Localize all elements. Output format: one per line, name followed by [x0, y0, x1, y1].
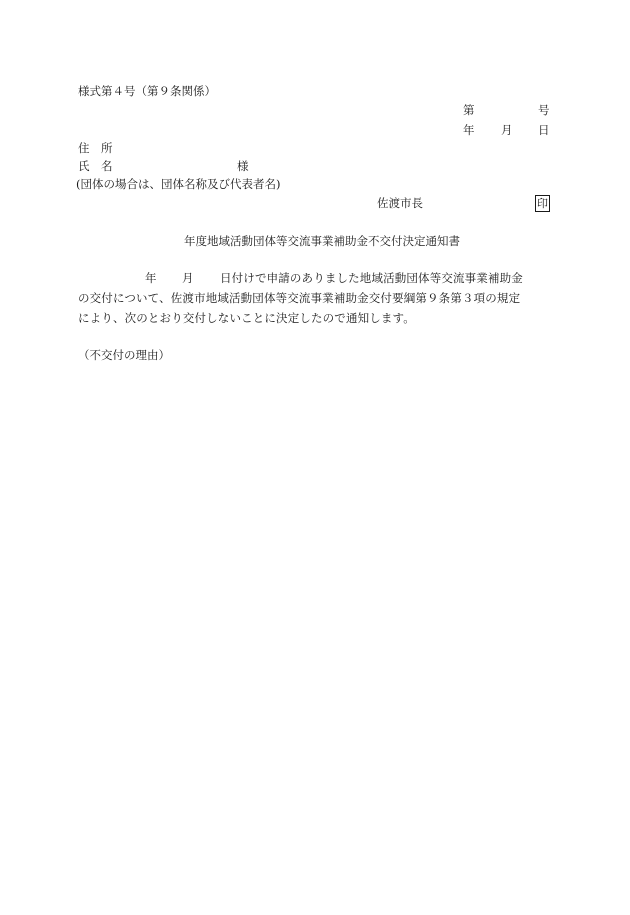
date-day: 日 — [538, 123, 550, 137]
seal-mark: 印 — [537, 197, 548, 210]
doc-number-prefix: 第 — [463, 103, 475, 117]
date-year: 年 — [463, 123, 475, 137]
body-line-3: により、次のとおり交付しないことに決定したので通知します。 — [78, 311, 415, 325]
reason-label: （不交付の理由） — [78, 348, 170, 362]
address-label: 住 所 — [78, 141, 113, 155]
body-month: 月 — [182, 271, 194, 285]
body-year: 年 — [145, 271, 157, 285]
form-header: 様式第４号（第９条関係） — [78, 84, 216, 98]
date-month: 月 — [501, 123, 513, 137]
name-label: 氏 名 — [78, 159, 113, 173]
group-note: (団体の場合は、団体名称及び代表者名) — [76, 177, 281, 191]
doc-number-suffix: 号 — [538, 103, 550, 117]
honorific: 様 — [237, 159, 249, 173]
body-line-1: 日付けで申請のありました地域活動団体等交流事業補助金 — [220, 271, 523, 285]
issuer-title: 佐渡市長 — [377, 196, 423, 210]
body-line-2: の交付について、佐渡市地域活動団体等交流事業補助金交付要綱第９条第３項の規定 — [78, 291, 521, 305]
document-title: 年度地域活動団体等交流事業補助金不交付決定通知書 — [184, 234, 460, 248]
